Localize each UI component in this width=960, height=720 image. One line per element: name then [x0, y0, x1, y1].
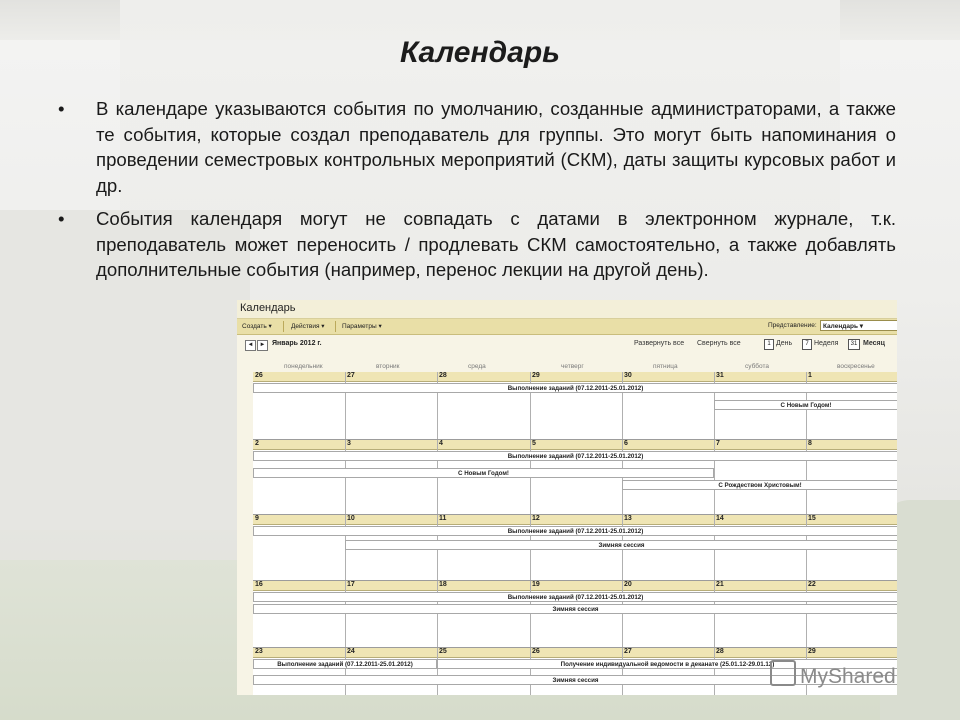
day-number[interactable]: 28: [439, 372, 447, 379]
column-divider: [437, 581, 438, 647]
column-divider: [530, 648, 531, 695]
day-number[interactable]: 27: [624, 648, 632, 655]
day-number[interactable]: 20: [624, 581, 632, 588]
weekday-label: среда: [468, 363, 486, 370]
day-number-strip: [253, 648, 897, 658]
toolbar-divider: [283, 321, 284, 332]
month-grid: [253, 372, 897, 695]
day-number[interactable]: 17: [347, 581, 355, 588]
month-view-link[interactable]: Месяц: [863, 340, 885, 347]
day-number[interactable]: 2: [255, 440, 259, 447]
week-row: [253, 372, 897, 440]
column-divider: [530, 581, 531, 647]
month-view-icon[interactable]: 31: [848, 339, 860, 350]
calendar-screenshot: [237, 300, 897, 695]
day-number[interactable]: 30: [624, 372, 632, 379]
week-row: [253, 440, 897, 515]
prev-month-button[interactable]: ◄: [245, 340, 256, 351]
day-number[interactable]: 29: [808, 648, 816, 655]
day-number[interactable]: 11: [439, 515, 447, 522]
expand-all-link[interactable]: Развернуть все: [634, 340, 685, 347]
collapse-all-link[interactable]: Свернуть все: [697, 340, 741, 347]
day-number[interactable]: 21: [716, 581, 724, 588]
calendar-event[interactable]: Зимняя сессия: [253, 604, 897, 614]
day-number[interactable]: 25: [439, 648, 447, 655]
day-number[interactable]: 26: [255, 372, 263, 379]
day-number[interactable]: 14: [716, 515, 724, 522]
toolbar-divider: [335, 321, 336, 332]
create-menu[interactable]: Создать ▾: [242, 323, 272, 330]
column-divider: [345, 648, 346, 695]
week-row: [253, 581, 897, 648]
day-number[interactable]: 12: [532, 515, 540, 522]
day-number[interactable]: 16: [255, 581, 263, 588]
params-menu[interactable]: Параметры ▾: [342, 323, 382, 330]
day-number[interactable]: 22: [808, 581, 816, 588]
day-number[interactable]: 8: [808, 440, 812, 447]
calendar-event[interactable]: Выполнение заданий (07.12.2011-25.01.2012): [253, 592, 897, 602]
calendar-event[interactable]: С Новым Годом!: [253, 468, 714, 478]
day-number[interactable]: 28: [716, 648, 724, 655]
calendar-event[interactable]: С Рождеством Христовым!: [622, 480, 897, 490]
day-number[interactable]: 4: [439, 440, 443, 447]
day-number[interactable]: 29: [532, 372, 540, 379]
day-number[interactable]: 13: [624, 515, 632, 522]
calendar-event[interactable]: Выполнение заданий (07.12.2011-25.01.2012): [253, 659, 437, 669]
column-divider: [437, 648, 438, 695]
calendar-event[interactable]: Зимняя сессия: [345, 540, 897, 550]
calendar-navbar: [237, 335, 897, 355]
watermark-text: MyShared: [800, 665, 896, 688]
watermark: [770, 660, 896, 689]
day-number[interactable]: 6: [624, 440, 628, 447]
view-select[interactable]: Календарь ▾: [820, 320, 897, 331]
day-number[interactable]: 26: [532, 648, 540, 655]
myshared-logo-icon: [770, 660, 796, 686]
weekday-label: четверг: [561, 363, 584, 370]
weekday-label: пятница: [653, 363, 678, 370]
bullet-list: [58, 96, 896, 291]
bullet-item: [58, 206, 896, 283]
bullet-dot: •: [58, 98, 65, 119]
view-label: Представление:: [768, 322, 817, 329]
current-month: Январь 2012 г.: [272, 340, 322, 347]
day-number-strip: [253, 440, 897, 450]
calendar-event[interactable]: Выполнение заданий (07.12.2011-25.01.2012): [253, 526, 897, 536]
day-number[interactable]: 9: [255, 515, 259, 522]
column-divider: [714, 648, 715, 695]
day-number[interactable]: 7: [716, 440, 720, 447]
day-number[interactable]: 24: [347, 648, 355, 655]
slide-title: Календарь: [400, 36, 560, 69]
day-number[interactable]: 1: [808, 372, 812, 379]
column-divider: [345, 581, 346, 647]
day-number-strip: [253, 581, 897, 591]
calendar-toolbar: [237, 319, 897, 335]
next-month-button[interactable]: ►: [257, 340, 268, 351]
day-number-strip: [253, 515, 897, 525]
bullet-item: [58, 96, 896, 198]
day-number[interactable]: 23: [255, 648, 263, 655]
day-number[interactable]: 3: [347, 440, 351, 447]
week-view-icon[interactable]: 7: [802, 339, 812, 350]
day-number[interactable]: 18: [439, 581, 447, 588]
calendar-event[interactable]: Выполнение заданий (07.12.2011-25.01.2012): [253, 451, 897, 461]
bullet-text: События календаря могут не совпадать с датами в электронном журнале, т.к. преподаватель может переносить / продлевать СКМ самостоятельно, а также добавлять дополнительные события (например, перенос лекции на другой день).: [96, 208, 896, 280]
column-divider: [806, 581, 807, 647]
weekday-label: воскресенье: [837, 363, 875, 370]
bullet-text: В календаре указываются события по умолчанию, созданные администраторами, а также те события, которые создал преподаватель для группы. Это могут быть напоминания о проведении семестровых контрольных мероприятий (СКМ), даты защиты курсовых работ и др.: [96, 98, 896, 196]
weekday-label: суббота: [745, 363, 770, 370]
day-number[interactable]: 15: [808, 515, 816, 522]
calendar-event[interactable]: С Новым Годом!: [714, 400, 897, 410]
day-number-strip: [253, 372, 897, 382]
day-number[interactable]: 27: [347, 372, 355, 379]
day-number[interactable]: 5: [532, 440, 536, 447]
weekday-label: понедельник: [284, 363, 323, 370]
day-number[interactable]: 31: [716, 372, 724, 379]
calendar-event[interactable]: Получение индивидуальной ведомости в деканате (25.01.12-29.01.12): [437, 659, 897, 669]
day-view-icon[interactable]: 1: [764, 339, 774, 350]
calendar-header: Календарь: [237, 300, 897, 319]
calendar-event[interactable]: Зимняя сессия: [253, 675, 897, 685]
bullet-dot: •: [58, 208, 65, 229]
column-divider: [714, 581, 715, 647]
day-view-link[interactable]: День: [776, 340, 793, 347]
week-view-link[interactable]: Неделя: [814, 340, 839, 347]
week-row: [253, 515, 897, 581]
calendar-event[interactable]: Выполнение заданий (07.12.2011-25.01.2012): [253, 383, 897, 393]
actions-menu[interactable]: Действия ▾: [291, 323, 325, 330]
column-divider: [622, 648, 623, 695]
weekday-label: вторник: [376, 363, 400, 370]
day-number[interactable]: 19: [532, 581, 540, 588]
column-divider: [622, 581, 623, 647]
day-number[interactable]: 10: [347, 515, 355, 522]
